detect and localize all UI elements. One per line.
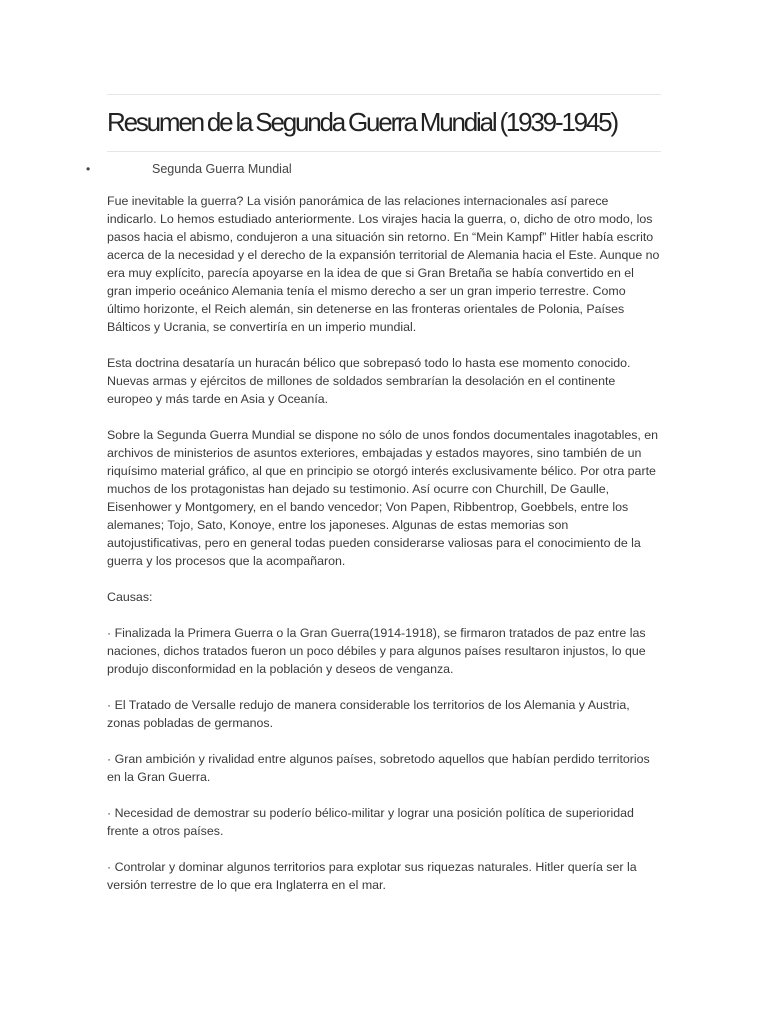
document-page xyxy=(86,94,661,912)
cause-item-versalles: · El Tratado de Versalle redujo de manera considerable los territorios de los Alemania y Austria, zonas pobladas de germanos. xyxy=(107,698,630,730)
paragraph-sources: Sobre la Segunda Guerra Mundial se dispone no sólo de unos fondos documentales inagotables, en archivos de ministerios de asuntos exteriores, embajadas y estados mayores, sino también de un riquísimo material gráfico, al que en principio se otorgó interés exclusivamente bélico. Por otra parte muchos de los protagonistas han dejado su testimonio. Así ocurre con Churchill, De Gaulle, Eisenhower y Montgomery, en el bando vencedor; Von Papen, Ribbentrop, Goebbels, entre los alemanes; Tojo, Sato, Konoye, entre los japoneses. Algunas de estas memorias son autojustificativas, pero en general todas pueden considerarse valiosas para el conocimiento de la guerra y los procesos que la acompañaron. xyxy=(107,428,659,568)
cause-item-treaties: · Finalizada la Primera Guerra o la Gran Guerra(1914-1918), se firmaron tratados de paz entre las naciones, dichos tratados fueron un poco débiles y para algunos países resultaron injustos, lo que produjo disconformidad en la población y deseos de venganza. xyxy=(107,626,646,676)
cause-item-military: · Necesidad de demostrar su poderío bélico-militar y lograr una posición política de superioridad frente a otros países. xyxy=(107,806,634,838)
bullet-item xyxy=(86,161,661,183)
causes-heading: Causas: xyxy=(107,590,153,604)
cause-item-rivalry: · Gran ambición y rivalidad entre algunos países, sobretodo aquellos que habían perdido territorios en la Gran Guerra. xyxy=(107,752,650,784)
bullet-label: Segunda Guerra Mundial xyxy=(152,162,292,176)
cause-item-resources: · Controlar y dominar algunos territorios para explotar sus riquezas naturales. Hitler quería ser la versión terrestre de lo que era Inglaterra en el mar. xyxy=(107,860,637,892)
paragraph-doctrine: Esta doctrina desataría un huracán bélico que sobrepasó todo lo hasta ese momento conocido. Nuevas armas y ejércitos de millones de soldados sembrarían la desolación en el continente europeo y más tarde en Asia y Oceanía. xyxy=(107,356,631,406)
article-body xyxy=(107,192,661,894)
title-divider xyxy=(107,151,661,152)
bullet-marker: • xyxy=(86,162,91,176)
document-title: Resumen de la Segunda Guerra Mundial (1939-1945) xyxy=(107,107,617,137)
paragraph-intro: Fue inevitable la guerra? La visión panorámica de las relaciones internacionales así parece indicarlo. Lo hemos estudiado anteriormente. Los virajes hacia la guerra, o, dicho de otro modo, los pasos hacia el abismo, condujeron a una situación sin retorno. En “Mein Kampf” Hitler había escrito acerca de la necesidad y el derecho de la expansión territorial de Alemania hacia el Este. Aunque no era muy explícito, parecía apoyarse en la idea de que si Gran Bretaña se había convertido en el gran imperio oceánico Alemania tenía el mismo derecho a ser un gran imperio terrestre. Como último horizonte, el Reich alemán, sin detenerse en las fronteras orientales de Polonia, Países Bálticos y Ucrania, se convertiría en un imperio mundial. xyxy=(107,194,660,334)
